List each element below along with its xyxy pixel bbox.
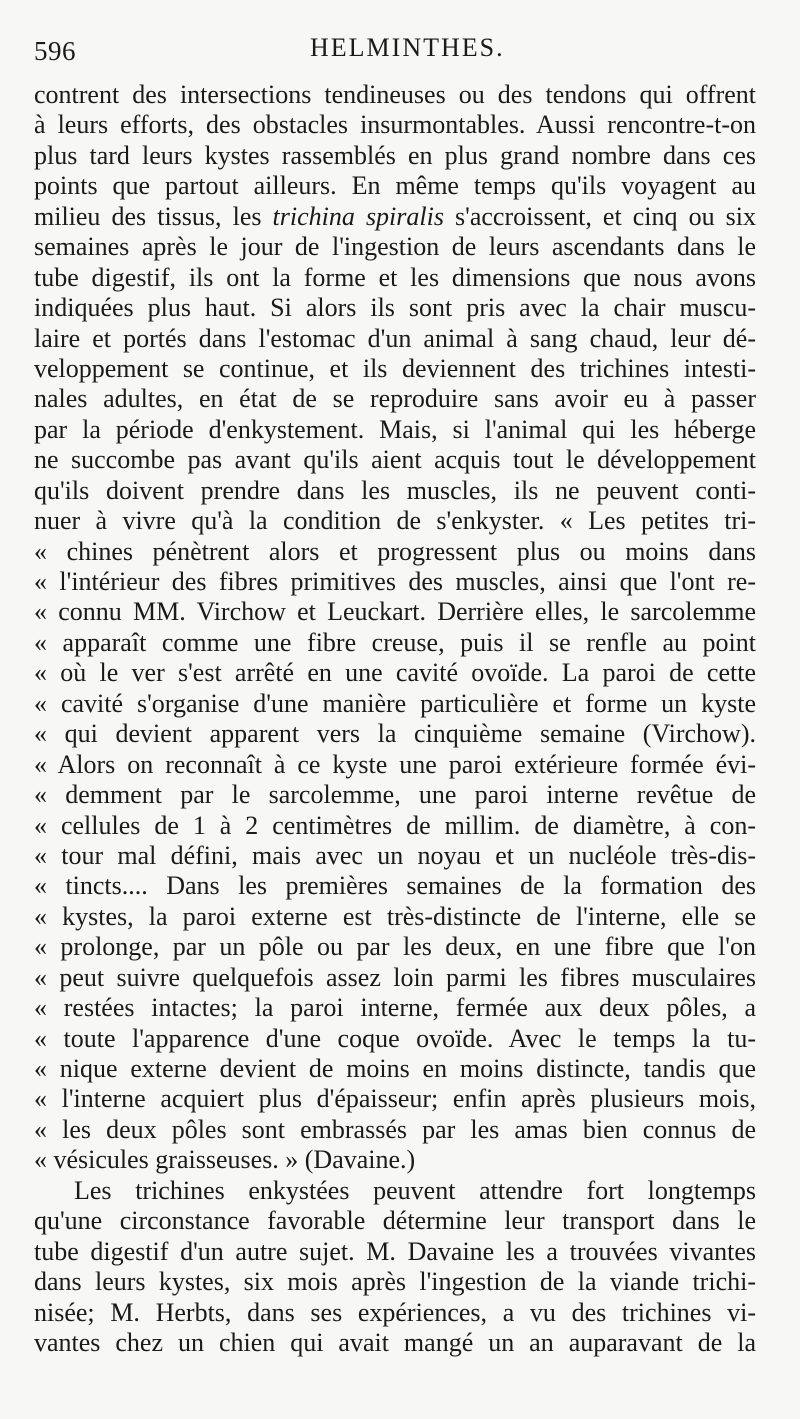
line-segment: s'accroissent, et cinq ou six bbox=[443, 201, 756, 231]
body-text bbox=[34, 80, 756, 1358]
text-line: indiquées plus haut. Si alors ils sont pris avec la chair muscu- bbox=[34, 293, 756, 323]
quote-line: « prolonge, par un pôle ou par les deux, en une fibre que l'on bbox=[34, 932, 756, 962]
line-segment: milieu des tissus, les bbox=[34, 201, 273, 231]
italic-species-name: trichina spiralis bbox=[272, 201, 444, 231]
text-line: plus tard leurs kystes rassemblés en plus grand nombre dans ces bbox=[34, 140, 756, 170]
text-line: à leurs efforts, des obstacles insurmontables. Aussi rencontre-t-on bbox=[34, 110, 756, 140]
text-line: nales adultes, en état de se reproduire sans avoir eu à passer bbox=[34, 384, 756, 414]
quote-line: « demment par le sarcolemme, une paroi interne revêtue de bbox=[34, 780, 756, 810]
text-line: points que partout ailleurs. En même temps qu'ils voyagent au bbox=[34, 171, 756, 201]
quote-line: « tincts.... Dans les premières semaines de la formation des bbox=[34, 871, 756, 901]
quote-line: « tour mal défini, mais avec un noyau et un nucléole très-dis- bbox=[34, 840, 756, 870]
text-line: qu'une circonstance favorable détermine leur transport dans le bbox=[34, 1206, 756, 1236]
text-line: nuer à vivre qu'à la condition de s'enkyster. « Les petites tri- bbox=[34, 506, 756, 536]
quote-line: « cavité s'organise d'une manière particulière et forme un kyste bbox=[34, 688, 756, 718]
text-line: dans leurs kystes, six mois après l'ingestion de la viande trichi- bbox=[34, 1267, 756, 1297]
quote-line: « l'interne acquiert plus d'épaisseur; enfin après plusieurs mois, bbox=[34, 1084, 756, 1114]
text-line: veloppement se continue, et ils deviennent des trichines intesti- bbox=[34, 353, 756, 383]
text-line: par la période d'enkystement. Mais, si l'animal qui les héberge bbox=[34, 414, 756, 444]
quote-line: « apparaît comme une fibre creuse, puis il se renfle au point bbox=[34, 627, 756, 657]
quote-line: « les deux pôles sont embrassés par les amas bien connus de bbox=[34, 1114, 756, 1144]
quote-line: « où le ver s'est arrêté en une cavité ovoïde. La paroi de cette bbox=[34, 658, 756, 688]
quote-line: « Alors on reconnaît à ce kyste une paroi extérieure formée évi- bbox=[34, 749, 756, 779]
text-line: qu'ils doivent prendre dans les muscles, ils ne peuvent conti- bbox=[34, 475, 756, 505]
quote-line: « peut suivre quelquefois assez loin parmi les fibres musculaires bbox=[34, 962, 756, 992]
quote-line: « chines pénètrent alors et progressent plus ou moins dans bbox=[34, 536, 756, 566]
text-line: contrent des intersections tendineuses ou des tendons qui offrent bbox=[34, 80, 756, 109]
text-line: laire et portés dans l'estomac d'un animal à sang chaud, leur dé- bbox=[34, 323, 756, 353]
quote-line: « kystes, la paroi externe est très-distincte de l'interne, elle se bbox=[34, 901, 756, 931]
page-number: 596 bbox=[34, 36, 76, 66]
quote-line: « restées intactes; la paroi interne, fermée aux deux pôles, a bbox=[34, 993, 756, 1023]
quote-line-end: « vésicules graisseuses. » (Davaine.) bbox=[34, 1145, 416, 1175]
text-line: ne succombe pas avant qu'ils aient acquis tout le développement bbox=[34, 445, 756, 475]
text-line: nisée; M. Herbts, dans ses expériences, a vu des trichines vi- bbox=[34, 1297, 756, 1327]
running-head: HELMINTHES. bbox=[310, 33, 505, 62]
text-line: tube digestif, ils ont la forme et les dimensions que nous avons bbox=[34, 262, 756, 292]
quote-line: « toute l'apparence d'une coque ovoïde. Avec le temps la tu- bbox=[34, 1023, 756, 1053]
quote-line: « l'intérieur des fibres primitives des muscles, ainsi que l'ont re- bbox=[34, 567, 756, 596]
quote-line: « cellules de 1 à 2 centimètres de millim. de diamètre, à con- bbox=[34, 810, 756, 840]
text-line: vantes chez un chien qui avait mangé un an auparavant de la bbox=[34, 1327, 756, 1357]
text-line-with-italic bbox=[34, 202, 756, 232]
text-line: tube digestif d'un autre sujet. M. Davaine les a trouvées vivantes bbox=[34, 1236, 756, 1266]
quote-line: « nique externe devient de moins en moins distincte, tandis que bbox=[34, 1054, 756, 1083]
page-header bbox=[34, 30, 754, 70]
text-line: semaines après le jour de l'ingestion de leurs ascendants dans le bbox=[34, 232, 756, 262]
quote-line: « qui devient apparent vers la cinquième semaine (Virchow). bbox=[34, 719, 756, 749]
quote-line: « connu MM. Virchow et Leuckart. Derrière elles, le sarcolemme bbox=[34, 597, 756, 627]
paragraph-start-line: Les trichines enkystées peuvent attendre fort longtemps bbox=[74, 1175, 756, 1205]
